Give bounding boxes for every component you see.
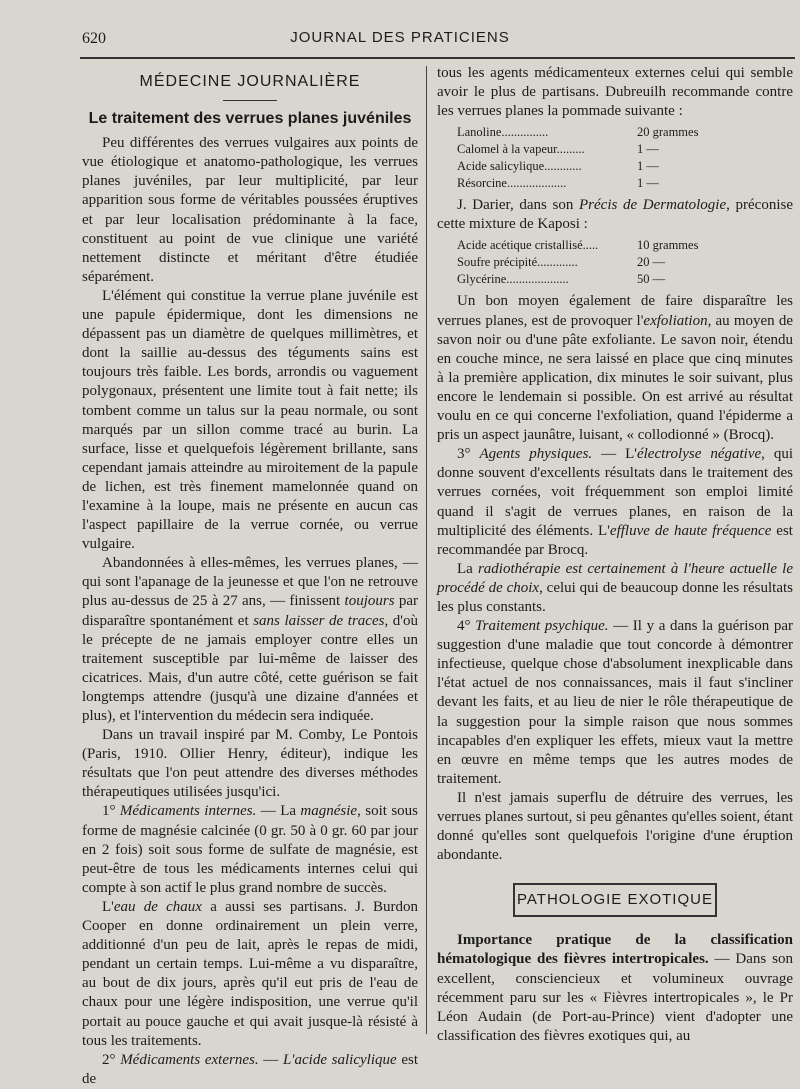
italic-text: Agents physiques. xyxy=(479,446,593,463)
page-number: 620 xyxy=(82,30,106,47)
ingredient-name: Lanoline............... xyxy=(457,125,549,140)
paragraph: Dans un travail inspiré par M. Comby, Le Pontois (Paris, 1910. Ollier Henry, éditeur), indique les résultats que l'on peut attendre des diverses méthodes thérapeutiques utilisées jusqu'ici. xyxy=(82,727,418,801)
paragraph: L'élément qui constitue la verrue plane juvénile est une papule épidermique, dont les dimensions ne dépassent pas un diamètre de quelques millimètres, et dont la saillie au-dessus des téguments sains est toujours très faible. Les bords, arrondis ou vaguement polygonaux, présentent une limite tout à fait nette; ils tombent comme un talus sur la peau normale, ou sont marqués par un sillon comme tracé au burin. La surface, lisse et quelquefois légèrement brillante, sans cependant jamais atteindre au miroitement de la papule de lichen, est très finement mamelonnée quand on l'examine à la loupe, mais ne présente en aucun cas l'aspect papillaire de la verrue cornée, ou verrue vulgaire. xyxy=(82,287,418,553)
page-header xyxy=(0,0,800,58)
ingredient-name: Calomel à la vapeur......... xyxy=(457,142,585,157)
paragraph: tous les agents médicamenteux externes celui qui semble avoir le plus de partisans. Dubreuilh recommande contre les verrues planes la pommade suivante : xyxy=(437,65,793,120)
ingredient-name: Acide salicylique............ xyxy=(457,159,582,174)
italic-text: Traitement psychique. xyxy=(475,618,609,635)
paragraph xyxy=(437,560,793,617)
text-run: — L' xyxy=(592,446,637,463)
section-title-boxed: PATHOLOGIE EXOTIQUE xyxy=(513,883,717,917)
section-rule xyxy=(223,100,277,101)
ingredient-quantity: 10 grammes xyxy=(637,238,699,253)
paragraph: Peu différentes des verrues vulgaires aux points de vue étiologique et anatomo-pathologique, les verrues planes juvéniles, par leur multiplicité, par leur apparition sous forme de véritables poussées éruptives et par leur localisation prédominante à la face, constituent au point de vue clinique une variété nettement distincte et méritant d'être étudiée séparément. xyxy=(82,135,418,285)
italic-text: sans laisser de traces xyxy=(253,612,385,629)
ingredient-quantity: 50 — xyxy=(637,272,666,287)
text-run: 3° xyxy=(457,446,480,463)
section-title: MÉDECINE JOURNALIÈRE xyxy=(139,73,361,90)
ingredient-name: Soufre précipité............. xyxy=(457,255,578,270)
text-run: J. Darier, dans son xyxy=(457,197,579,214)
text-run: — La xyxy=(256,803,301,820)
text-run: — Dans son excellent, consciencieux et volumineux ouvrage récemment paru sur les « Fièvres intertropicales », le Pr Léon Audain (de Port-au-Prince) vient d'adopter une classification des fièvres exotiques qui, au xyxy=(437,951,793,1044)
italic-text: électrolyse négative xyxy=(636,446,762,463)
italic-text: Précis de Dermatologie xyxy=(579,197,727,214)
paragraph xyxy=(437,931,793,1046)
paragraph xyxy=(82,802,418,897)
formula-row xyxy=(457,271,793,288)
formula-row xyxy=(457,158,793,175)
italic-text: exfoliation xyxy=(643,312,708,329)
italic-text: eau de chaux xyxy=(113,898,202,915)
ingredient-name: Acide acétique cristallisé..... xyxy=(457,238,599,253)
paragraph xyxy=(82,1051,418,1089)
paragraph xyxy=(437,617,793,789)
text-run: L' xyxy=(102,898,114,915)
formula-row xyxy=(457,175,793,192)
text-run: , préconise cette mixture de Kaposi : xyxy=(437,197,793,233)
bold-lead-text: Importance pratique de la classification hématologique des fièvres intertropicales. xyxy=(437,932,793,968)
ingredient-name: Glycérine.................... xyxy=(457,272,569,287)
paragraph xyxy=(437,445,793,560)
column-divider xyxy=(426,66,427,1034)
text-run: — Il y a dans la guérison par suggestion d'une maladie que tout concorde à démontrer infectieuse, quelque chose d'absolument inexplicable dans l'état actuel de nos connaissances, mais il faut s'incliner devant les faits, et au lieu de nier le rôle thérapeutique de la suggestion pour la simple raison que nous sommes incapables d'en expliquer les effets, mieux vaut la mettre en œuvre en même temps que les autres modes de traitement. xyxy=(437,618,794,787)
text-run: 1° xyxy=(102,803,120,820)
formula-table-dubreuilh xyxy=(457,124,793,192)
text-run: Abandonnées à elles-mêmes, les verrues planes, — qui sont l'apanage de la jeunesse et que l'on ne retrouve plus au-dessus de 25 à 27 ans, — finissent xyxy=(82,555,418,610)
italic-text: toujours xyxy=(344,593,395,610)
ingredient-quantity: 20 — xyxy=(637,255,666,270)
italic-text: Médicaments internes. xyxy=(119,803,257,820)
text-run: par disparaître spontanément et xyxy=(82,593,419,629)
formula-row xyxy=(457,124,793,141)
ingredient-quantity: 1 — xyxy=(637,159,659,174)
paragraph xyxy=(82,898,418,1051)
ingredient-quantity: 1 — xyxy=(637,142,659,157)
text-run: , qui donne souvent d'excellents résultats dans le traitement des verrues cornées, voit fréquemment son emploi limité quand il s'agit de verrues planes, en raison de la multiplicité des éléments. L' xyxy=(437,446,794,539)
paragraph: Il n'est jamais superflu de détruire des verrues, les verrues planes surtout, si peu gênantes qu'elles soient, étant donné qu'elles sont quelquefois l'origine d'une éruption abondante. xyxy=(437,789,793,864)
text-run: — xyxy=(258,1051,283,1068)
italic-text: Médicaments externes. xyxy=(120,1051,259,1068)
ingredient-quantity: 20 grammes xyxy=(637,125,699,140)
header-rule xyxy=(80,57,795,59)
text-run: La xyxy=(457,560,478,577)
article-title: Le traitement des verrues planes juvéniles xyxy=(88,110,412,128)
right-column xyxy=(437,64,793,1046)
text-run: est recommandée par Brocq. xyxy=(437,522,793,558)
journal-title: JOURNAL DES PRATICIENS xyxy=(290,29,510,46)
ingredient-quantity: 1 — xyxy=(637,176,659,191)
formula-row xyxy=(457,237,793,254)
text-run: , d'où le précepte de ne jamais employer contre elles un traitement susceptible par lui-même de laisser des cicatrices. Mais, d'un autre côté, cette guérison se fait longtemps attendre (jusqu'à une dizaine d'années et plus), et l'intervention du médecin sera indiquée. xyxy=(82,612,418,724)
text-run: a aussi ses partisans. J. Burdon Cooper en donne ordinairement un plein verre, additionné d'un peu de lait, après le repas de midi, pendant un certain temps. Lui-même a vu disparaître, au bout de dix jours, après qu'il eut pris de l'eau de chaux pour une légère indisposition, une verrue qu'il portait au pouce gauche et qui avait jusque-là résisté à tous les traitements. xyxy=(82,898,418,1049)
formula-table-kaposi xyxy=(457,237,793,288)
italic-text: radiothérapie est certainement à l'heure actuelle le procédé de choix xyxy=(437,560,794,596)
text-run: , celui qui de beaucoup donne les résultats les plus constants. xyxy=(437,579,793,615)
italic-text: L'acide salicylique xyxy=(282,1051,397,1068)
text-run: , au moyen de savon noir ou d'une pâte exfoliante. Le savon noir, étendu en couche mince, ne sera laissé en place que cinq minutes à la première application, dix minutes le soir suivant, plus encore le lendemain si possible. On est arrivé au résultat voulu en ce qui concerne l'exfoliation, quand l'épiderme a pris un aspect jaunâtre, luisant, « collodionné » (Brocq). xyxy=(437,312,793,444)
text-run: 4° xyxy=(457,618,476,635)
paragraph xyxy=(437,196,793,234)
text-run: , soit sous forme de magnésie calcinée (0 gr. 50 à 0 gr. 60 par jour en 2 fois) soit sous forme de sulfate de magnésie, est peut-être de tous les médicaments internes celui qui compte à son actif le plus grand nombre de succès. xyxy=(82,803,418,896)
paragraph xyxy=(82,554,418,726)
paragraph xyxy=(437,292,793,445)
text-run: Un bon moyen également de faire disparaître les verrues planes, est de provoquer l' xyxy=(437,293,793,329)
text-run: 2° xyxy=(102,1051,121,1068)
text-run: est de xyxy=(82,1051,419,1087)
formula-row xyxy=(457,254,793,271)
italic-text: magnésie xyxy=(300,803,358,820)
left-column xyxy=(82,64,418,1089)
ingredient-name: Résorcine................... xyxy=(457,176,567,191)
formula-row xyxy=(457,141,793,158)
italic-text: effluve de haute fréquence xyxy=(609,522,772,539)
